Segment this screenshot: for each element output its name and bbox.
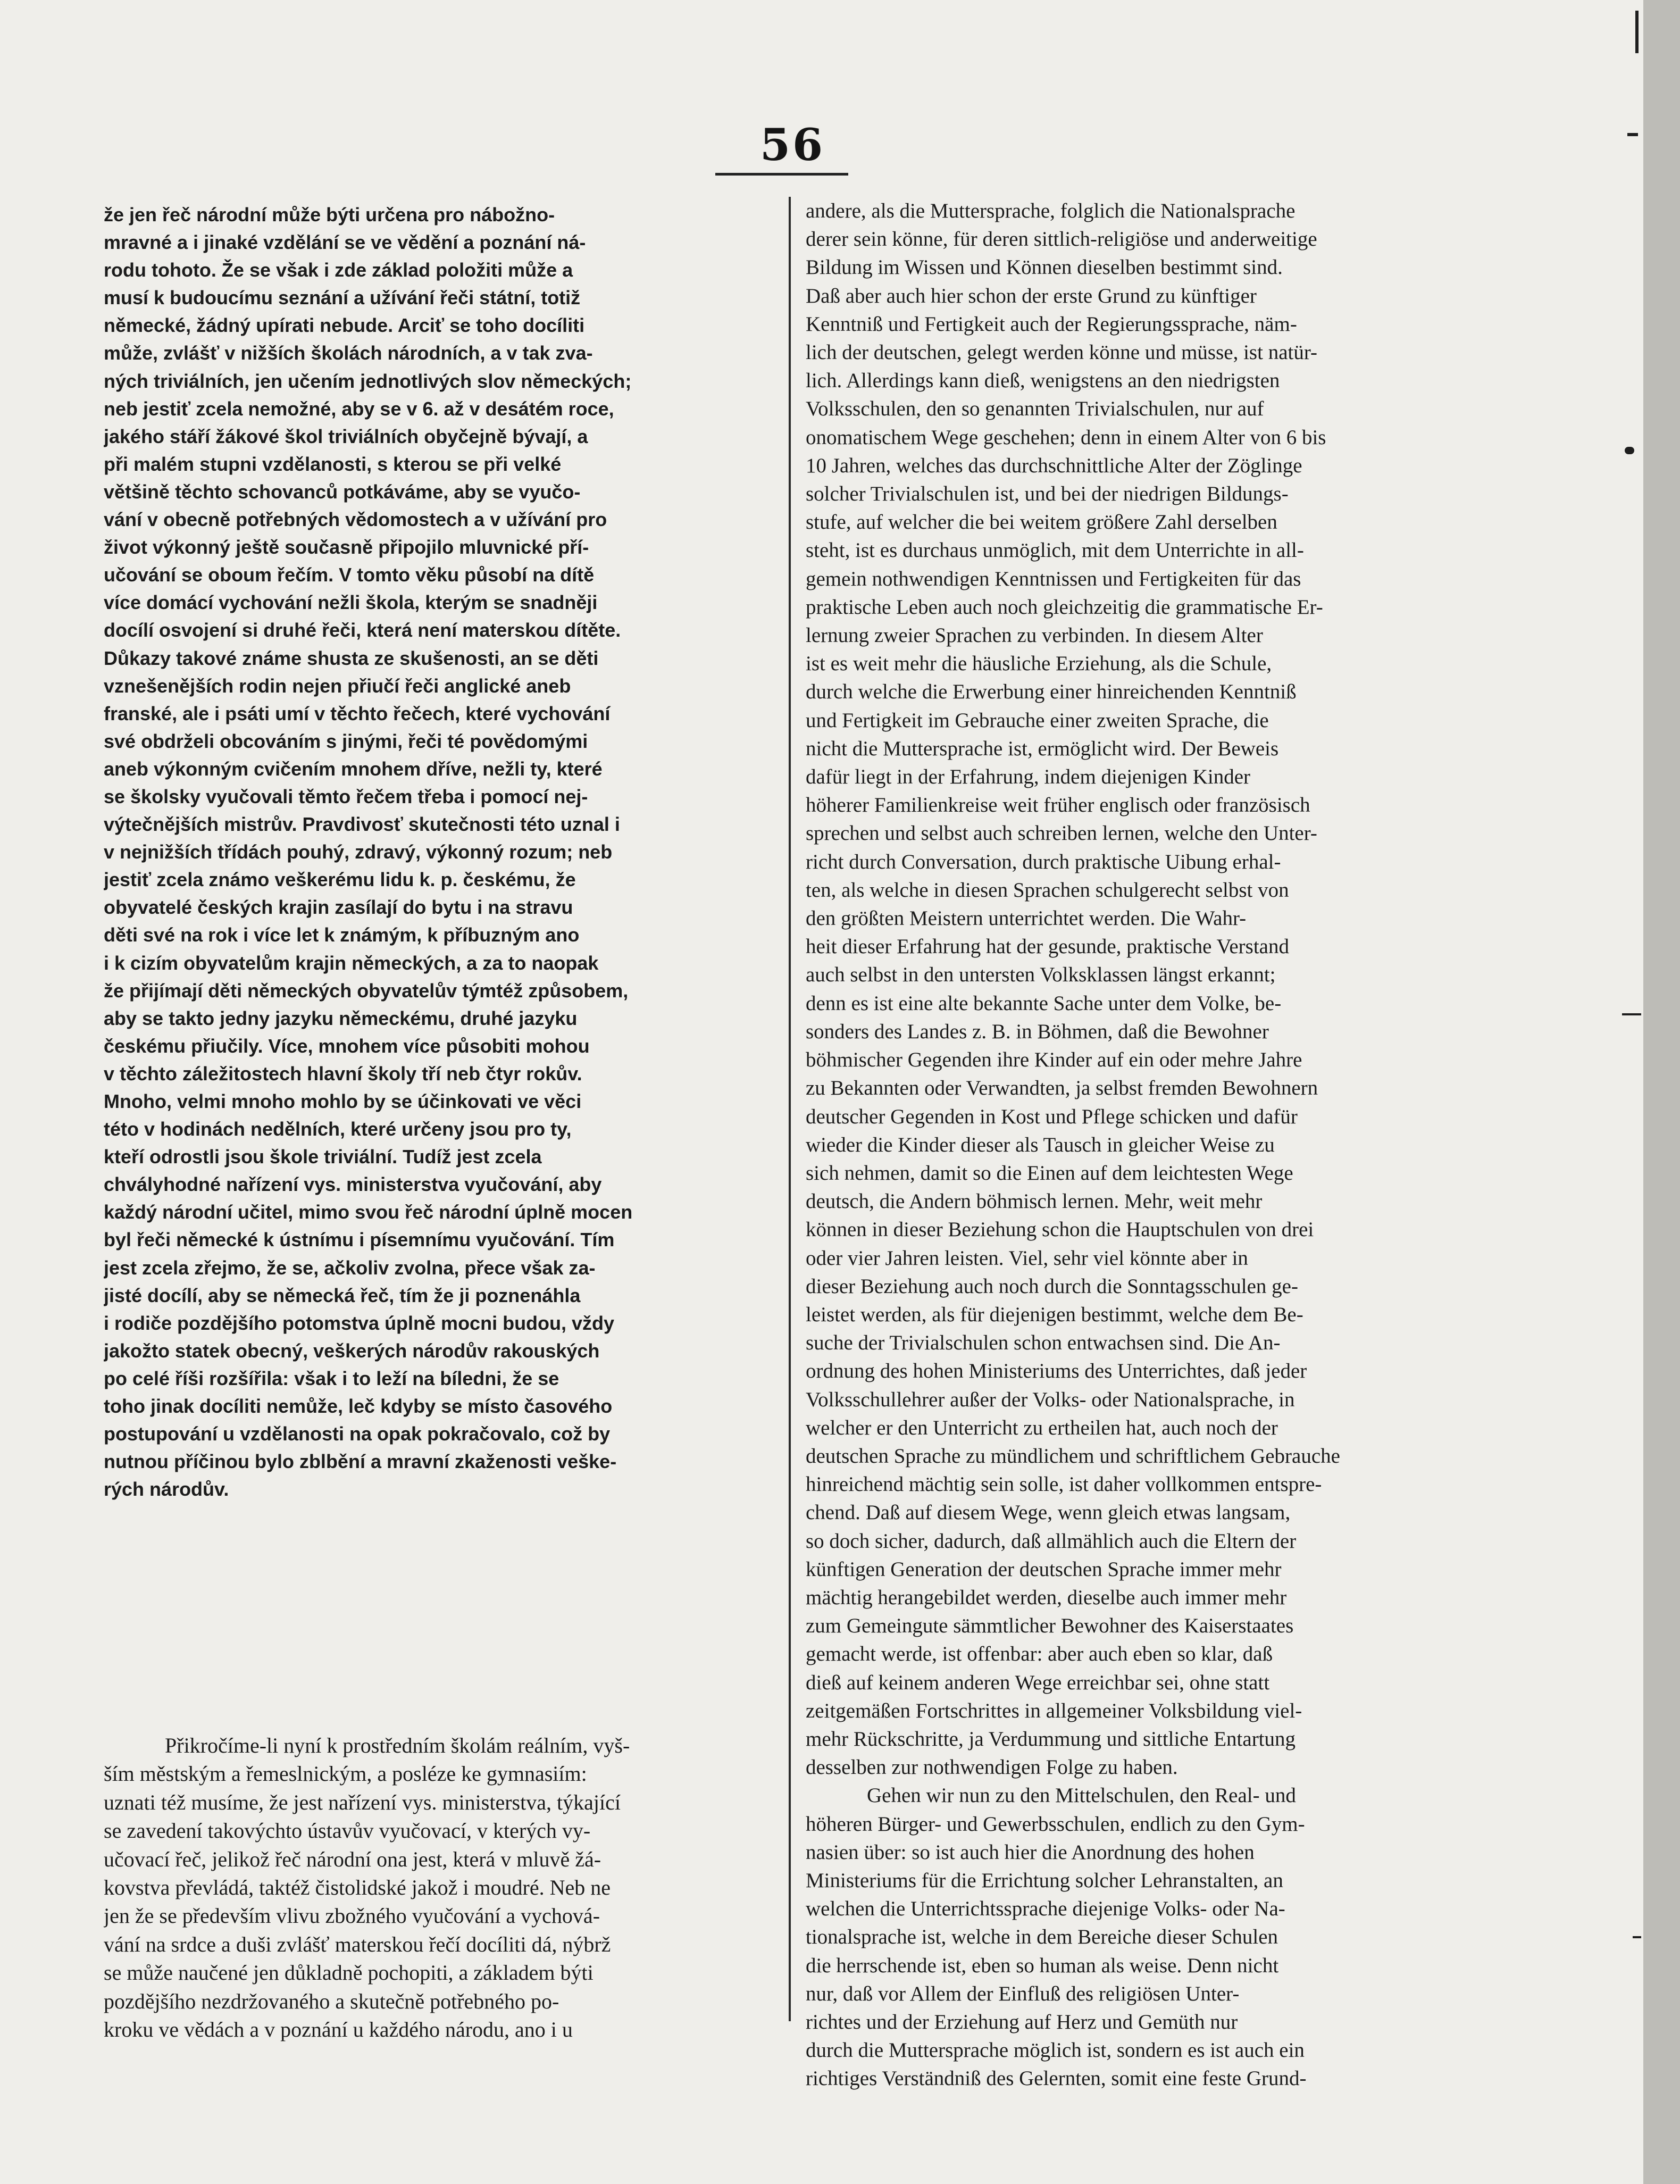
text-line: kovstva převládá, taktéž čistolidské jakož i moudré. Neb ne (104, 1875, 611, 1900)
text-line: mächtig herangebildet werden, dieselbe auch immer mehr (806, 1586, 1287, 1609)
text-line: denn es ist eine alte bekannte Sache unter dem Volke, be- (806, 991, 1282, 1015)
text-line: sprechen und selbst auch schreiben lernen, welche den Unter- (806, 822, 1317, 845)
text-line: suche der Trivialschulen schon entwachsen sind. Die An- (806, 1331, 1281, 1355)
text-line: toho jinak docíliti nemůže, leč kdyby se místo časového (104, 1395, 613, 1418)
text-line: děti své na rok i více let k známým, k příbuzným ano (104, 924, 580, 946)
text-line: jisté docílí, aby se německá řeč, tím že ji poznenáhla (104, 1284, 581, 1306)
text-line: se zavedení takovýchto ústavův vyučovací, v kterých vy- (104, 1819, 591, 1843)
text-line: welcher er den Unterricht zu ertheilen hat, auch noch der (806, 1416, 1278, 1439)
text-line: andere, als die Muttersprache, folglich die Nationalsprache (806, 199, 1295, 222)
text-line: höherer Familienkreise weit früher englisch oder französisch (806, 794, 1310, 817)
text-line: sonders des Landes z. B. in Böhmen, daß die Bewohner (806, 1020, 1269, 1043)
scan-edge-mark (1622, 1013, 1641, 1015)
text-line: Volksschulen, den so genannten Trivialschulen, nur auf (806, 397, 1264, 421)
text-line: durch welche die Erwerbung einer hinreichenden Kenntniß (806, 680, 1297, 704)
text-line: desselben zur nothwendigen Folge zu haben. (806, 1756, 1178, 1779)
text-line: většině těchto schovanců potkáváme, aby se vyučo- (104, 480, 581, 503)
text-line: jestiť zcela známo veškerému lidu k. p. českému, že (104, 869, 576, 891)
text-line: und Fertigkeit im Gebrauche einer zweiten Sprache, die (806, 708, 1269, 732)
text-line: Daß aber auch hier schon der erste Grund zu künftiger (806, 284, 1257, 307)
text-line: obyvatelé českých krajin zasílají do bytu i na stravu (104, 896, 573, 919)
text-line: franské, ale i psáti umí v těchto řečech, které vychování (104, 702, 611, 724)
text-line: nicht die Muttersprache ist, ermöglicht wird. Der Beweis (806, 737, 1279, 760)
text-line: richtiges Verständniß des Gelernten, somit eine feste Grund- (806, 2067, 1307, 2090)
text-line: vání v obecně potřebných vědomostech a v užívání pro (104, 509, 607, 531)
text-line: praktische Leben auch noch gleichzeitig die grammatische Er- (806, 595, 1323, 619)
text-line: Přikročíme-li nyní k prostředním školám reálním, vyš- (165, 1733, 630, 1757)
text-line: böhmischer Gegenden ihre Kinder auf ein oder mehre Jahre (806, 1048, 1302, 1072)
text-line: kroku ve vědách a v poznání u každého národu, ano i u (104, 2018, 573, 2042)
text-line: nutnou příčinou bylo zblbění a mravní zkaženosti veške- (104, 1451, 617, 1473)
text-line: richt durch Conversation, durch praktische Uibung erhal- (806, 850, 1281, 873)
text-line: jest zcela zřejmo, že se, ačkoliv zvolna, přece však za- (104, 1256, 596, 1279)
text-line: oder vier Jahren leisten. Viel, sehr viel könnte aber in (806, 1246, 1248, 1270)
text-line: so doch sicher, dadurch, daß allmählich auch die Eltern der (806, 1529, 1297, 1553)
text-line: i k cizím obyvatelům krajin německých, a za to naopak (104, 952, 599, 974)
text-line: neb jestiť zcela nemožné, aby se v 6. až v desátém roce, (104, 397, 614, 420)
text-line: že přijímají děti německých obyvatelův týmtéž způsobem, (104, 979, 629, 1002)
text-line: tionalsprache ist, welche in dem Bereiche dieser Schulen (806, 1925, 1278, 1949)
text-line: zu Bekannten oder Verwandten, ja selbst fremden Bewohnern (806, 1077, 1318, 1100)
text-line: život výkonný ještě současně připojilo mluvnické pří- (104, 536, 589, 558)
scan-edge-mark (1625, 447, 1634, 454)
text-line: deutschen Sprache zu mündlichem und schriftlichem Gebrauche (806, 1444, 1340, 1468)
text-line: této v hodinách nedělních, které určeny jsou pro ty, (104, 1118, 572, 1140)
text-line: lich. Allerdings kann dieß, wenigstens an den niedrigsten (806, 369, 1280, 393)
text-line: i rodiče pozdějšího potomstva úplně mocni budou, vždy (104, 1312, 615, 1334)
text-line: nasien über: so ist auch hier die Anordnung des hohen (806, 1840, 1255, 1864)
text-line: při malém stupni vzdělanosti, s kterou se při velké (104, 453, 562, 475)
text-line: wieder die Kinder dieser als Tausch in gleicher Weise zu (806, 1133, 1275, 1156)
scan-border (1643, 0, 1680, 2184)
text-line: künftigen Generation der deutschen Sprache immer mehr (806, 1557, 1282, 1581)
text-line: učovací řeč, jelikož řeč národní ona jest, která v mluvě žá- (104, 1847, 601, 1871)
text-line: auch selbst in den untersten Volksklassen längst erkannt; (806, 963, 1276, 987)
text-line: den größten Meistern unterrichtet werden. Die Wahr- (806, 907, 1247, 930)
text-line: lernung zweier Sprachen zu verbinden. In diesem Alter (806, 624, 1263, 647)
text-line: hinreichend mächtig sein solle, ist daher vollkommen entspre- (806, 1473, 1322, 1496)
text-line: nur, daß vor Allem der Einfluß des religiösen Unter- (806, 1982, 1240, 2005)
text-line: ných triviálních, jen učením jednotlivých slov německých; (104, 370, 632, 392)
text-line: dafür liegt in der Erfahrung, indem diejenigen Kinder (806, 765, 1251, 789)
text-line: deutsch, die Andern böhmisch lernen. Mehr, weit mehr (806, 1190, 1263, 1213)
text-line: leistet werden, als für diejenigen bestimmt, welche dem Be- (806, 1303, 1303, 1326)
text-line: v nejnižších třídách pouhý, zdravý, výkonný rozum; neb (104, 841, 613, 863)
text-line: gemacht werde, ist offenbar: aber auch eben so klar, daß (806, 1643, 1273, 1666)
german-column (806, 197, 1473, 2093)
text-line: jakožto statek obecný, veškerých národův rakouských (104, 1339, 600, 1362)
text-line: vání na srdce a duši zvlášť materskou řečí docíliti dá, nýbrž (104, 1932, 611, 1956)
text-line: že jen řeč národní může býti určena pro nábožno- (104, 204, 555, 226)
text-line: chvályhodné nařízení vys. ministerstva vyučování, aby (104, 1173, 602, 1196)
text-line: Gehen wir nun zu den Mittelschulen, den Real- und (867, 1784, 1296, 1807)
german-paragraph-1 (806, 197, 1473, 1781)
text-line: českému přiučily. Více, mnohem více působiti mohou (104, 1035, 590, 1057)
text-line: Důkazy takové známe shusta ze skušenosti, an se děti (104, 647, 599, 669)
text-line: postupování u vzdělanosti na opak pokračovalo, což by (104, 1423, 611, 1445)
text-line: uznati též musíme, že jest nařízení vys. ministerstva, týkající (104, 1790, 621, 1814)
text-line: ším městským a řemeslnickým, a posléze ke gymnasiím: (104, 1762, 587, 1786)
scan-edge-mark (1627, 133, 1638, 136)
text-line: rých národův. (104, 1478, 229, 1501)
text-line: každý národní učitel, mimo svou řeč národní úplně mocen (104, 1201, 633, 1223)
scan-edge-mark (1633, 1936, 1641, 1938)
text-line: musí k budoucímu seznání a užívání řeči státní, totiž (104, 287, 581, 309)
text-line: pozdějšího nezdržovaného a skutečně potřebného po- (104, 1989, 559, 2013)
text-line: ist es weit mehr die häusliche Erziehung, als die Schule, (806, 652, 1272, 676)
text-line: deutscher Gegenden in Kost und Pflege schicken und dafür (806, 1105, 1298, 1128)
text-line: ordnung des hohen Ministeriums des Unterrichtes, daß jeder (806, 1360, 1307, 1383)
text-line: mehr Rückschritte, ja Verdummung und sittliche Entartung (806, 1727, 1296, 1750)
text-line: se školsky vyučovali těmto řečem třeba i pomocí nej- (104, 785, 588, 807)
text-line: v těchto záležitostech hlavní školy tří neb čtyr rokův. (104, 1062, 582, 1085)
text-line: gemein nothwendigen Kenntnissen und Fertigkeiten für das (806, 567, 1301, 590)
text-line: Kenntniß und Fertigkeit auch der Regierungssprache, näm- (806, 312, 1297, 336)
text-line: kteří odrostli jsou škole triviální. Tudíž jest zcela (104, 1146, 542, 1168)
text-line: zeitgemäßen Fortschrittes in allgemeiner Volksbildung viel- (806, 1699, 1302, 1722)
text-line: durch die Muttersprache möglich ist, sondern es ist auch ein (806, 2039, 1305, 2062)
german-paragraph-2 (806, 1781, 1473, 2093)
text-line: německé, žádný upírati nebude. Arciť se toho docíliti (104, 314, 585, 337)
text-line: své obdrželi obcováním s jinými, řeči té povědomými (104, 730, 588, 752)
czech-paragraph-2 (104, 1731, 775, 2044)
text-line: höheren Bürger- und Gewerbsschulen, endlich zu den Gym- (806, 1812, 1305, 1836)
text-line: učování se oboum řečím. V tomto věku působí na dítě (104, 564, 595, 586)
text-line: aby se takto jedny jazyku německému, druhé jazyku (104, 1007, 578, 1029)
text-line: dieß auf keinem anderen Wege erreichbar sei, ohne statt (806, 1671, 1270, 1694)
text-line: Volksschullehrer außer der Volks- oder Nationalsprache, in (806, 1388, 1295, 1411)
text-line: können in dieser Beziehung schon die Hauptschulen von drei (806, 1218, 1314, 1241)
text-line: solcher Trivialschulen ist, und bei der niedrigen Bildungs- (806, 482, 1289, 506)
czech-paragraph-1 (104, 201, 775, 1503)
text-line: heit dieser Erfahrung hat der gesunde, praktische Verstand (806, 935, 1289, 958)
text-line: ten, als welche in diesen Sprachen schulgerecht selbst von (806, 878, 1289, 902)
text-line: více domácí vychování nežli škola, kterým se snadněji (104, 591, 598, 614)
text-line: richtes und der Erziehung auf Herz und Gemüth nur (806, 2011, 1238, 2033)
text-line: 10 Jahren, welches das durchschnittliche Alter der Zöglinge (806, 454, 1302, 477)
text-line: aneb výkonným cvičením mnohem dříve, nežli ty, které (104, 757, 603, 780)
scan-edge-mark (1635, 11, 1639, 53)
text-line: Mnoho, velmi mnoho mohlo by se účinkovati ve věci (104, 1090, 582, 1112)
text-line: lich der deutschen, gelegt werden könne und müsse, ist natür- (806, 341, 1318, 364)
text-line: zum Gemeingute sämmtlicher Bewohner des Kaiserstaates (806, 1614, 1294, 1638)
text-line: welchen die Unterrichtssprache diejenige Volks- oder Na- (806, 1897, 1285, 1921)
text-line: vznešenějších rodin nejen přiučí řeči anglické aneb (104, 674, 571, 697)
text-line: se může naučené jen důkladně pochopiti, a základem býti (104, 1961, 594, 1985)
text-line: jakého stáří žákové škol triviálních obyčejně bývají, a (104, 425, 588, 447)
text-line: rodu tohoto. Že se však i zde základ položiti může a (104, 259, 573, 281)
text-line: onomatischem Wege geschehen; denn in einem Alter von 6 bis (806, 426, 1326, 449)
page-number: 56 (759, 120, 825, 171)
text-line: Bildung im Wissen und Können dieselben bestimmt sind. (806, 256, 1283, 279)
text-line: Ministeriums für die Errichtung solcher Lehranstalten, an (806, 1869, 1283, 1892)
text-line: byl řeči německé k ústnímu i písemnímu vyučování. Tím (104, 1229, 615, 1251)
text-line: výtečnějších mistrův. Pravdivosť skutečnosti této uznal i (104, 813, 620, 836)
text-line: jen že se především vlivu zbožného vyučování a vychová- (104, 1904, 600, 1928)
page-number-underline (715, 173, 848, 176)
text-line: může, zvlášť v nižších školách národních, a v tak zva- (104, 342, 593, 364)
text-line: stufe, auf welcher die bei weitem größere Zahl derselben (806, 511, 1277, 534)
text-line: po celé říši rozšířila: však i to leží na bíledni, že se (104, 1367, 559, 1389)
text-line: dieser Beziehung auch noch durch die Sonntagsschulen ge- (806, 1274, 1298, 1298)
text-line: docílí osvojení si druhé řeči, která není materskou dítěte. (104, 619, 621, 641)
text-line: sich nehmen, damit so die Einen auf dem leichtesten Wege (806, 1161, 1293, 1185)
text-line: mravné a i jinaké vzdělání se ve vědění a poznání ná- (104, 231, 586, 254)
column-divider (789, 197, 791, 2021)
text-line: die herrschende ist, eben so human als weise. Denn nicht (806, 1954, 1279, 1977)
text-line: steht, ist es durchaus unmöglich, mit dem Unterrichte in all- (806, 539, 1304, 562)
text-line: chend. Daß auf diesem Wege, wenn gleich etwas langsam, (806, 1501, 1291, 1524)
text-line: derer sein könne, für deren sittlich-religiöse und anderweitige (806, 228, 1317, 251)
